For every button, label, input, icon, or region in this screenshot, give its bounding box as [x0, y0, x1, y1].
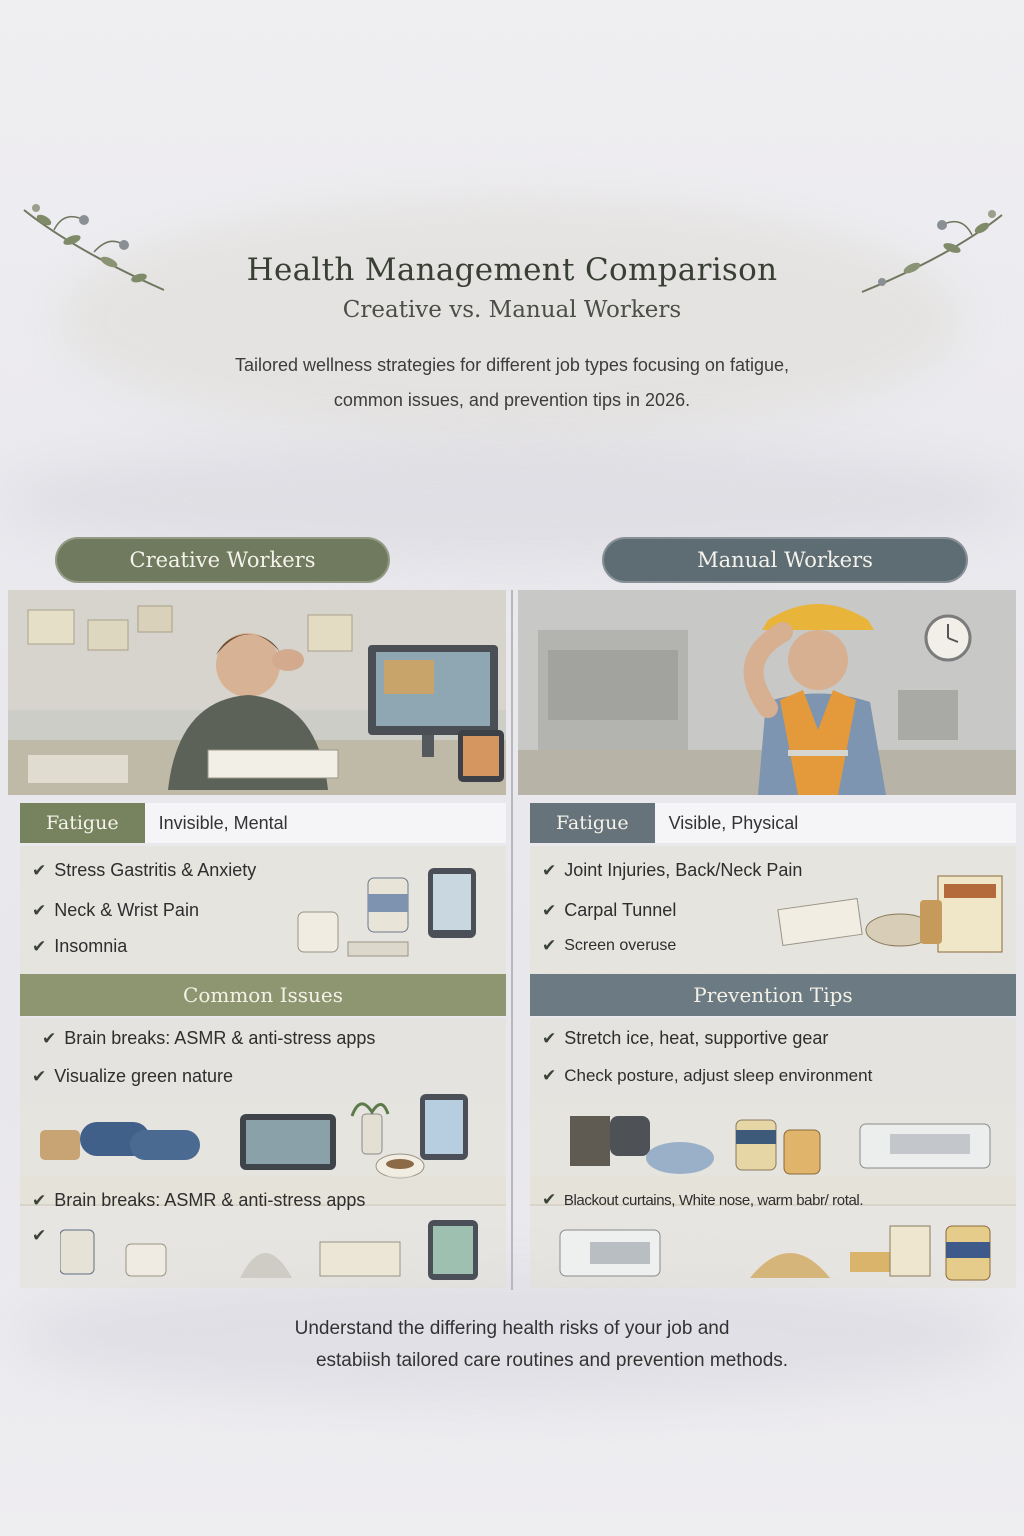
wellness-items-illustration	[40, 1092, 480, 1184]
tip-text: Brain breaks: ASMR & anti-stress apps	[64, 1028, 376, 1048]
description-line: Tailored wellness strategies for different job types focusing on fatigue,	[235, 355, 789, 375]
list-item	[542, 900, 676, 921]
list-item	[542, 1066, 872, 1086]
creative-workers-heading: Creative Workers	[55, 537, 390, 583]
creative-workers-column	[8, 570, 506, 1288]
list-item	[32, 936, 127, 957]
fatigue-label: Fatigue	[20, 803, 145, 843]
tip-text: Stretch ice, heat, supportive gear	[564, 1028, 829, 1048]
manual-worker-illustration	[518, 590, 1016, 795]
workshop-items-illustration	[760, 852, 1010, 968]
footer-line: Understand the differing health risks of your job and	[294, 1318, 730, 1339]
fatigue-value: Visible, Physical	[655, 803, 1016, 843]
page-title: Health Management Comparison	[246, 252, 778, 288]
list-item	[32, 1226, 46, 1246]
creative-fatigue-row	[20, 803, 506, 843]
list-item	[32, 860, 256, 881]
list-item	[32, 1066, 233, 1087]
page-description	[100, 348, 924, 418]
issue-text: Insomnia	[54, 936, 128, 956]
check-icon: ✔	[542, 1028, 557, 1048]
check-icon: ✔	[32, 1066, 47, 1086]
check-icon: ✔	[542, 936, 557, 955]
check-icon: ✔	[542, 1190, 556, 1209]
creative-worker-illustration	[8, 590, 506, 795]
check-icon: ✔	[32, 900, 47, 920]
manual-workers-heading: Manual Workers	[602, 537, 968, 583]
sleep-items-illustration	[550, 1222, 1000, 1286]
check-icon: ✔	[32, 860, 47, 880]
manual-section-band: Prevention Tips	[530, 974, 1016, 1016]
relaxation-items-illustration	[60, 1220, 500, 1286]
fatigue-value: Invisible, Mental	[145, 803, 506, 843]
creative-extra-block	[20, 1176, 506, 1288]
recovery-items-illustration	[560, 1094, 1000, 1184]
manual-extra-block	[530, 1176, 1016, 1288]
list-item	[42, 1028, 375, 1049]
issue-text: Neck & Wrist Pain	[54, 900, 199, 920]
footer-line: estabiish tailored care routines and prevention methods.	[315, 1350, 789, 1371]
issue-text: Screen overuse	[564, 937, 677, 954]
check-icon: ✔	[542, 900, 557, 920]
manual-fatigue-row	[530, 803, 1016, 843]
page-subtitle: Creative vs. Manual Workers	[342, 297, 682, 323]
check-icon: ✔	[32, 1226, 47, 1245]
list-item	[542, 1190, 863, 1210]
check-icon: ✔	[42, 1028, 57, 1048]
manual-issues-block	[530, 846, 1016, 974]
check-icon: ✔	[32, 936, 47, 956]
check-icon: ✔	[32, 1190, 47, 1210]
column-divider	[511, 590, 513, 1290]
manual-workers-column	[518, 570, 1016, 1288]
description-line: common issues, and prevention tips in 2026.	[333, 390, 691, 410]
issue-text: Carpal Tunnel	[564, 900, 677, 920]
desk-items-illustration	[278, 854, 498, 966]
fatigue-label: Fatigue	[530, 803, 655, 843]
issue-text: Joint Injuries, Back/Neck Pain	[564, 860, 803, 880]
list-item	[542, 936, 676, 956]
creative-issues-block	[20, 846, 506, 974]
tip-text: Blackout curtains, White nose, warm babr/ rotal.	[563, 1191, 864, 1209]
tip-text: Check posture, adjust sleep environment	[564, 1066, 873, 1085]
check-icon: ✔	[542, 1066, 557, 1085]
list-item	[32, 1190, 365, 1211]
list-item	[542, 1028, 828, 1049]
check-icon: ✔	[542, 860, 557, 880]
creative-section-band: Common Issues	[20, 974, 506, 1016]
tip-text: Visualize green nature	[54, 1066, 234, 1086]
tip-text: Brain breaks: ASMR & anti-stress apps	[54, 1190, 366, 1210]
issue-text: Stress Gastritis & Anxiety	[54, 860, 257, 880]
list-item	[32, 900, 199, 921]
